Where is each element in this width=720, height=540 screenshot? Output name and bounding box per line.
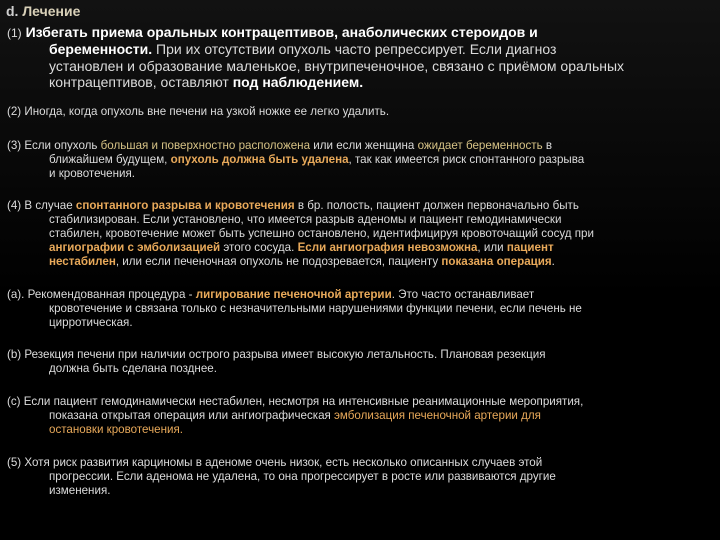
p4-line-3: стабилен, кровотечение может быть успешно остановлено, идентифицируя кровоточащий сосуд при <box>49 226 594 240</box>
p2-line-1: (2) Иногда, когда опухоль вне печени на узкой ножке ее легко удалить. <box>7 105 390 118</box>
pa-line-1: (a). Рекомендованная процедура - лигирование печеночной артерии. Это часто останавливает <box>7 288 535 301</box>
paragraph-a <box>7 288 713 330</box>
pc-line-3: остановки кровотечения. <box>49 422 183 436</box>
title-label: d. <box>6 3 19 19</box>
p3-line-2: ближайшем будущем, опухоль должна быть удалена, так как имеется риск спонтанного разрыва <box>49 152 585 166</box>
paragraph-b <box>7 348 713 376</box>
pa-line-3: цирротическая. <box>49 315 133 329</box>
p4-line-4: ангиографии с эмболизацией этого сосуда. Если ангиография невозможна, или пациент <box>49 240 554 254</box>
paragraph-2 <box>7 105 713 119</box>
paragraph-5 <box>7 456 713 498</box>
slide-title <box>6 3 80 19</box>
paragraph-4 <box>7 199 713 269</box>
p5-line-1: (5) Хотя риск развития карциномы в аденоме очень низок, есть несколько описанных случаев этой <box>7 456 543 469</box>
pc-line-2: показана открытая операция или ангиографическая эмболизация печеночной артерии для <box>49 408 541 422</box>
p3-line-1: (3) Если опухоль большая и поверхностно расположена или если женщина ожидает беременность в <box>7 139 553 152</box>
p4-line-1: (4) В случае спонтанного разрыва и кровотечения в бр. полость, пациент должен первоначально быть <box>7 199 579 212</box>
p1-line-1: (1) Избегать приема оральных контрацептивов, анаболических стероидов и <box>7 24 538 40</box>
paragraph-c <box>7 395 713 437</box>
p4-line-5: нестабилен, или если печеночная опухоль не подозревается, пациенту показана операция. <box>49 254 555 268</box>
pc-line-1: (c) Если пациент гемодинамически нестабилен, несмотря на интенсивные реанимационные мероприятия, <box>7 395 584 408</box>
pb-line-2: должна быть сделана позднее. <box>49 361 217 375</box>
paragraph-3 <box>7 139 713 181</box>
p3-line-3: и кровотечения. <box>49 166 135 180</box>
pb-line-1: (b) Резекция печени при наличии острого разрыва имеет высокую летальность. Плановая резекция <box>7 348 546 361</box>
p5-line-3: изменения. <box>49 483 111 497</box>
title-text: Лечение <box>22 3 81 19</box>
p1-line-4: контрацептивов, оставляют под наблюдением. <box>49 74 364 91</box>
paragraph-1 <box>7 24 713 91</box>
p1-line-3: установлен и образование маленькое, внутрипеченочное, связано с приёмом оральных <box>49 57 625 74</box>
p4-line-2: стабилизирован. Если установлено, что имеется разрыв аденомы и пациент гемодинамически <box>49 212 562 226</box>
p1-line-2: беременности. При их отсутствии опухоль часто репрессирует. Если диагноз <box>49 40 557 57</box>
p5-line-2: прогрессии. Если аденома не удалена, то она прогрессирует в росте или развиваются другие <box>49 469 556 483</box>
pa-line-2: кровотечение и связана только с незначительными нарушениями функции печени, если печень не <box>49 301 582 315</box>
